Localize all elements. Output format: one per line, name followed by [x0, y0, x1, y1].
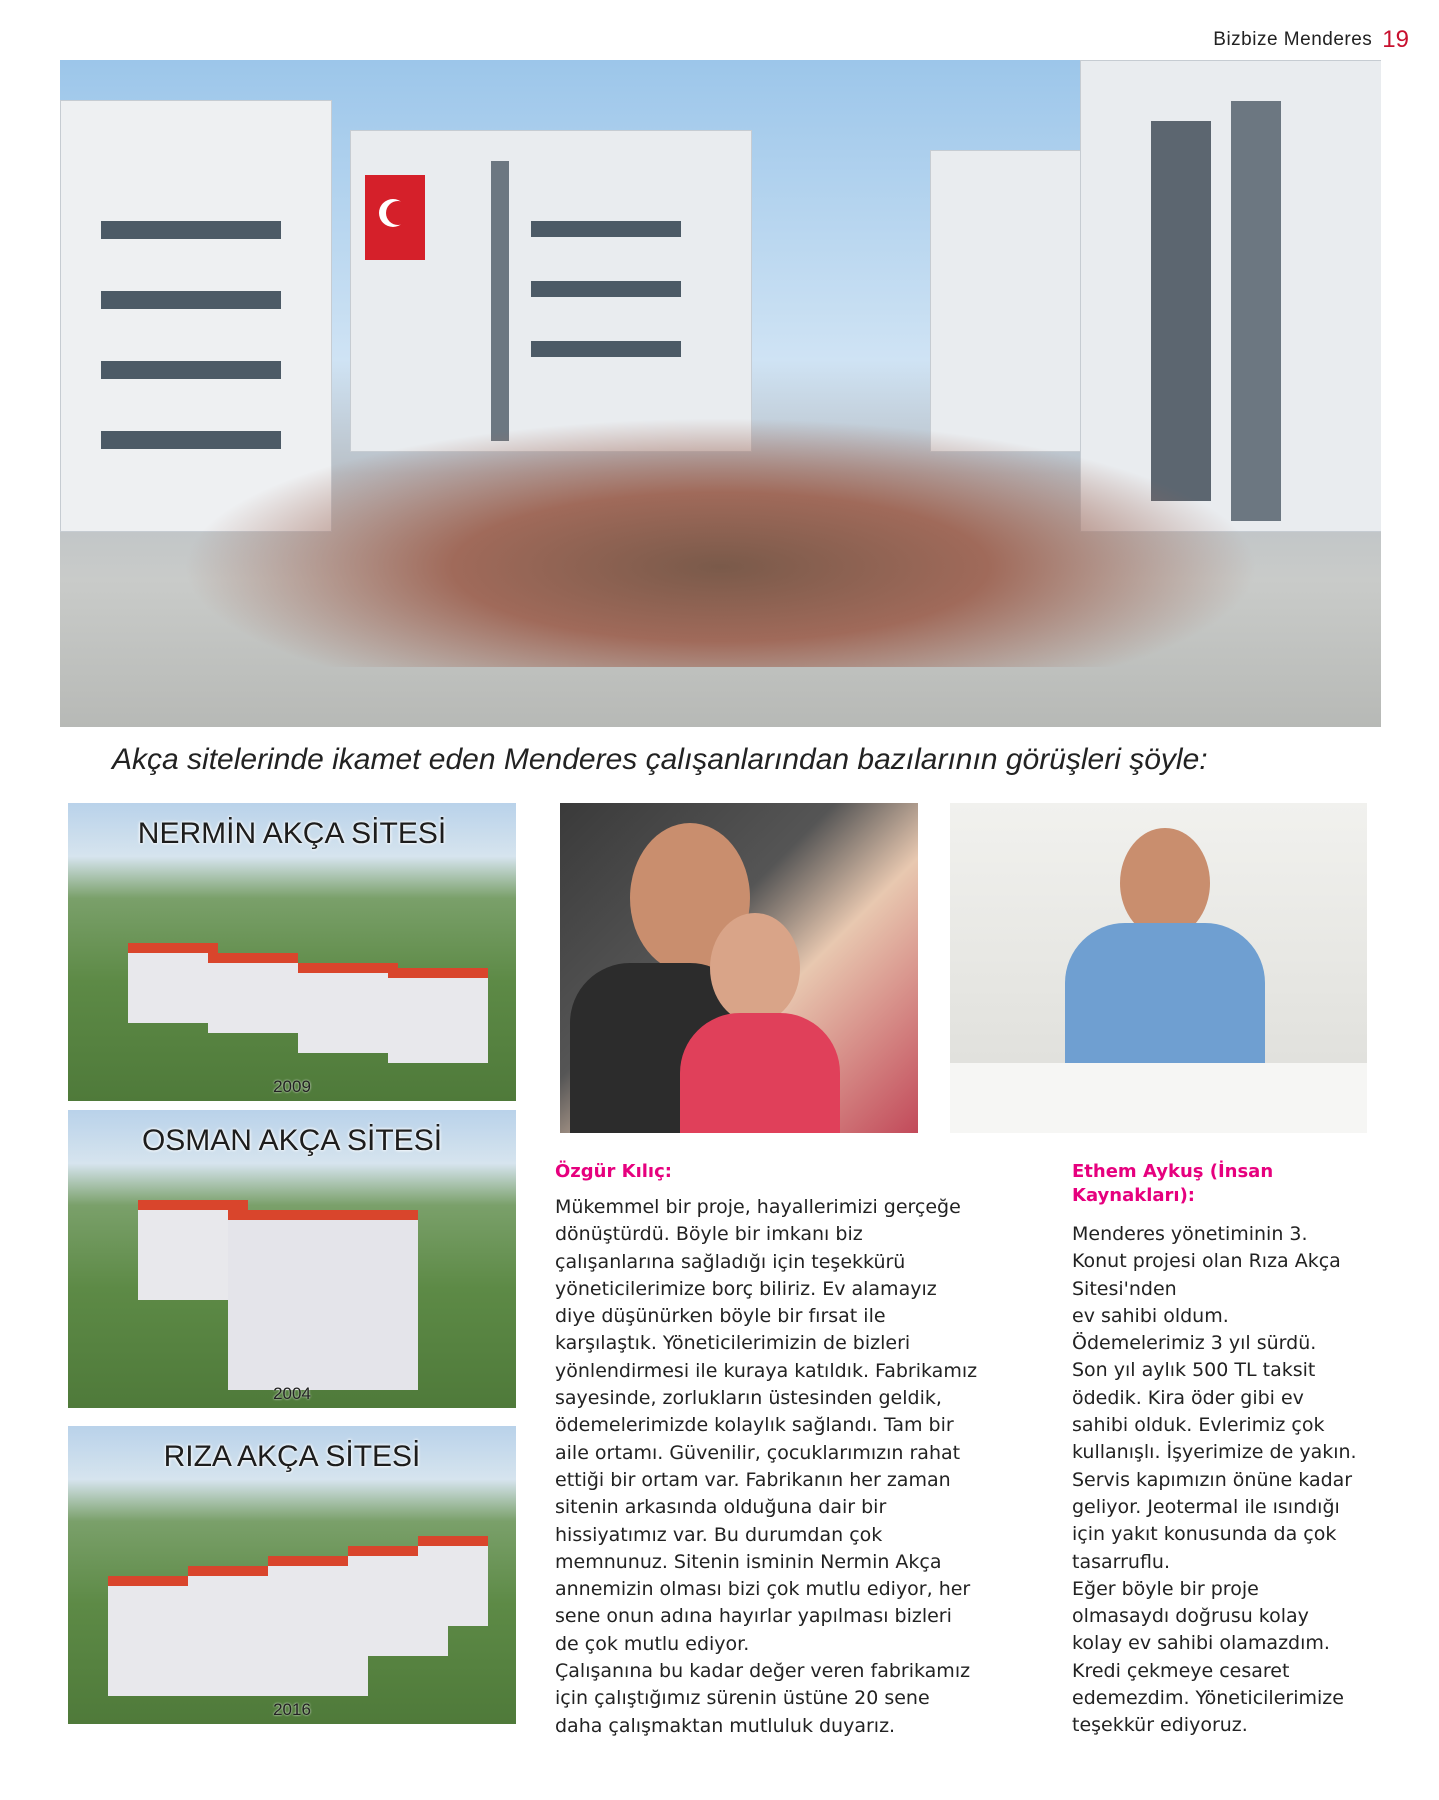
- site-year: 2009: [273, 1077, 311, 1096]
- photo-caption: Akça sitelerinde ikamet eden Menderes çalışanlarından bazılarının görüşleri şöyle:: [112, 743, 1208, 776]
- testimonial-name-ozgur: Özgür Kılıç:: [555, 1161, 672, 1182]
- site-title: RIZA AKÇA SİTESİ: [163, 1440, 421, 1473]
- site-photo-nermin: [68, 803, 516, 1101]
- site-year: 2004: [273, 1384, 311, 1403]
- testimonial-text-ozgur: Mükemmel bir proje, hayallerimizi gerçeğe dönüştürdü. Böyle bir imkanı biz çalışanlarına sağladığı için teşekkürü yöneticilerimize borç biliriz. Ev alamayız diye düşünürken böyle bir fırsat ile karşılaştık. Yöneticilerimizin de bizleri yönlendirmesi ile kuraya katıldık. Fabrikamız sayesinde, zorlukların üstesinden geldik, ödemelerimizde kolaylık sağlandı. Tam bir aile ortamı. Güvenilir, çocuklarımızın rahat ettiği bir ortam var. Fabrikanın her zaman sitenin arkasında olduğuna dair bir hissiyatımız var. Bu durumdan çok memnunuz. Sitenin isminin Nermin Akça annemizin olması bizi çok mutlu ediyor, her sene onun adına hayırlar yapılması bizleri de çok mutlu ediyor. Çalışanına bu kadar değer veren fabrikamız için çalıştığımız sürenin üstüne 20 sene daha çalışmaktan mutluluk duyarız.: [555, 1196, 978, 1737]
- magazine-title: Bizbize Menderes: [1213, 29, 1373, 50]
- site-year: 2016: [273, 1700, 311, 1719]
- site-photo-riza: [68, 1426, 516, 1724]
- turkish-flag-icon: [365, 175, 425, 260]
- group-photo: [60, 60, 1381, 727]
- site-photo-osman: [68, 1110, 516, 1408]
- page-header: [1213, 26, 1409, 54]
- site-title: NERMİN AKÇA SİTESİ: [137, 817, 447, 850]
- portrait-ethem-aykus: [950, 803, 1367, 1133]
- portrait-ozgur-kilic: [560, 803, 918, 1133]
- crowd: [180, 417, 1261, 667]
- site-title: OSMAN AKÇA SİTESİ: [141, 1124, 443, 1157]
- testimonial-text-ethem: Menderes yönetiminin 3. Konut projesi olan Rıza Akça Sitesi'nden ev sahibi oldum. Ödemelerimiz 3 yıl sürdü. Son yıl aylık 500 TL taksit ödedik. Kira öder gibi ev sahibi olduk. Evlerimiz çok kullanışlı. İşyerimize de yakın. Servis kapımızın önüne kadar geliyor. Jeotermal ile ısındığı için yakıt konusunda da çok tasarruflu. Eğer böyle bir proje olmasaydı doğrusu kolay kolay ev sahibi olamazdım. Kredi çekmeye cesaret edemezdim. Yöneticilerimize teşekkür ediyoruz.: [1072, 1223, 1357, 1737]
- page-number: 19: [1382, 26, 1409, 53]
- testimonial-name-ethem: Ethem Aykuş (İnsan Kaynakları):: [1072, 1161, 1274, 1206]
